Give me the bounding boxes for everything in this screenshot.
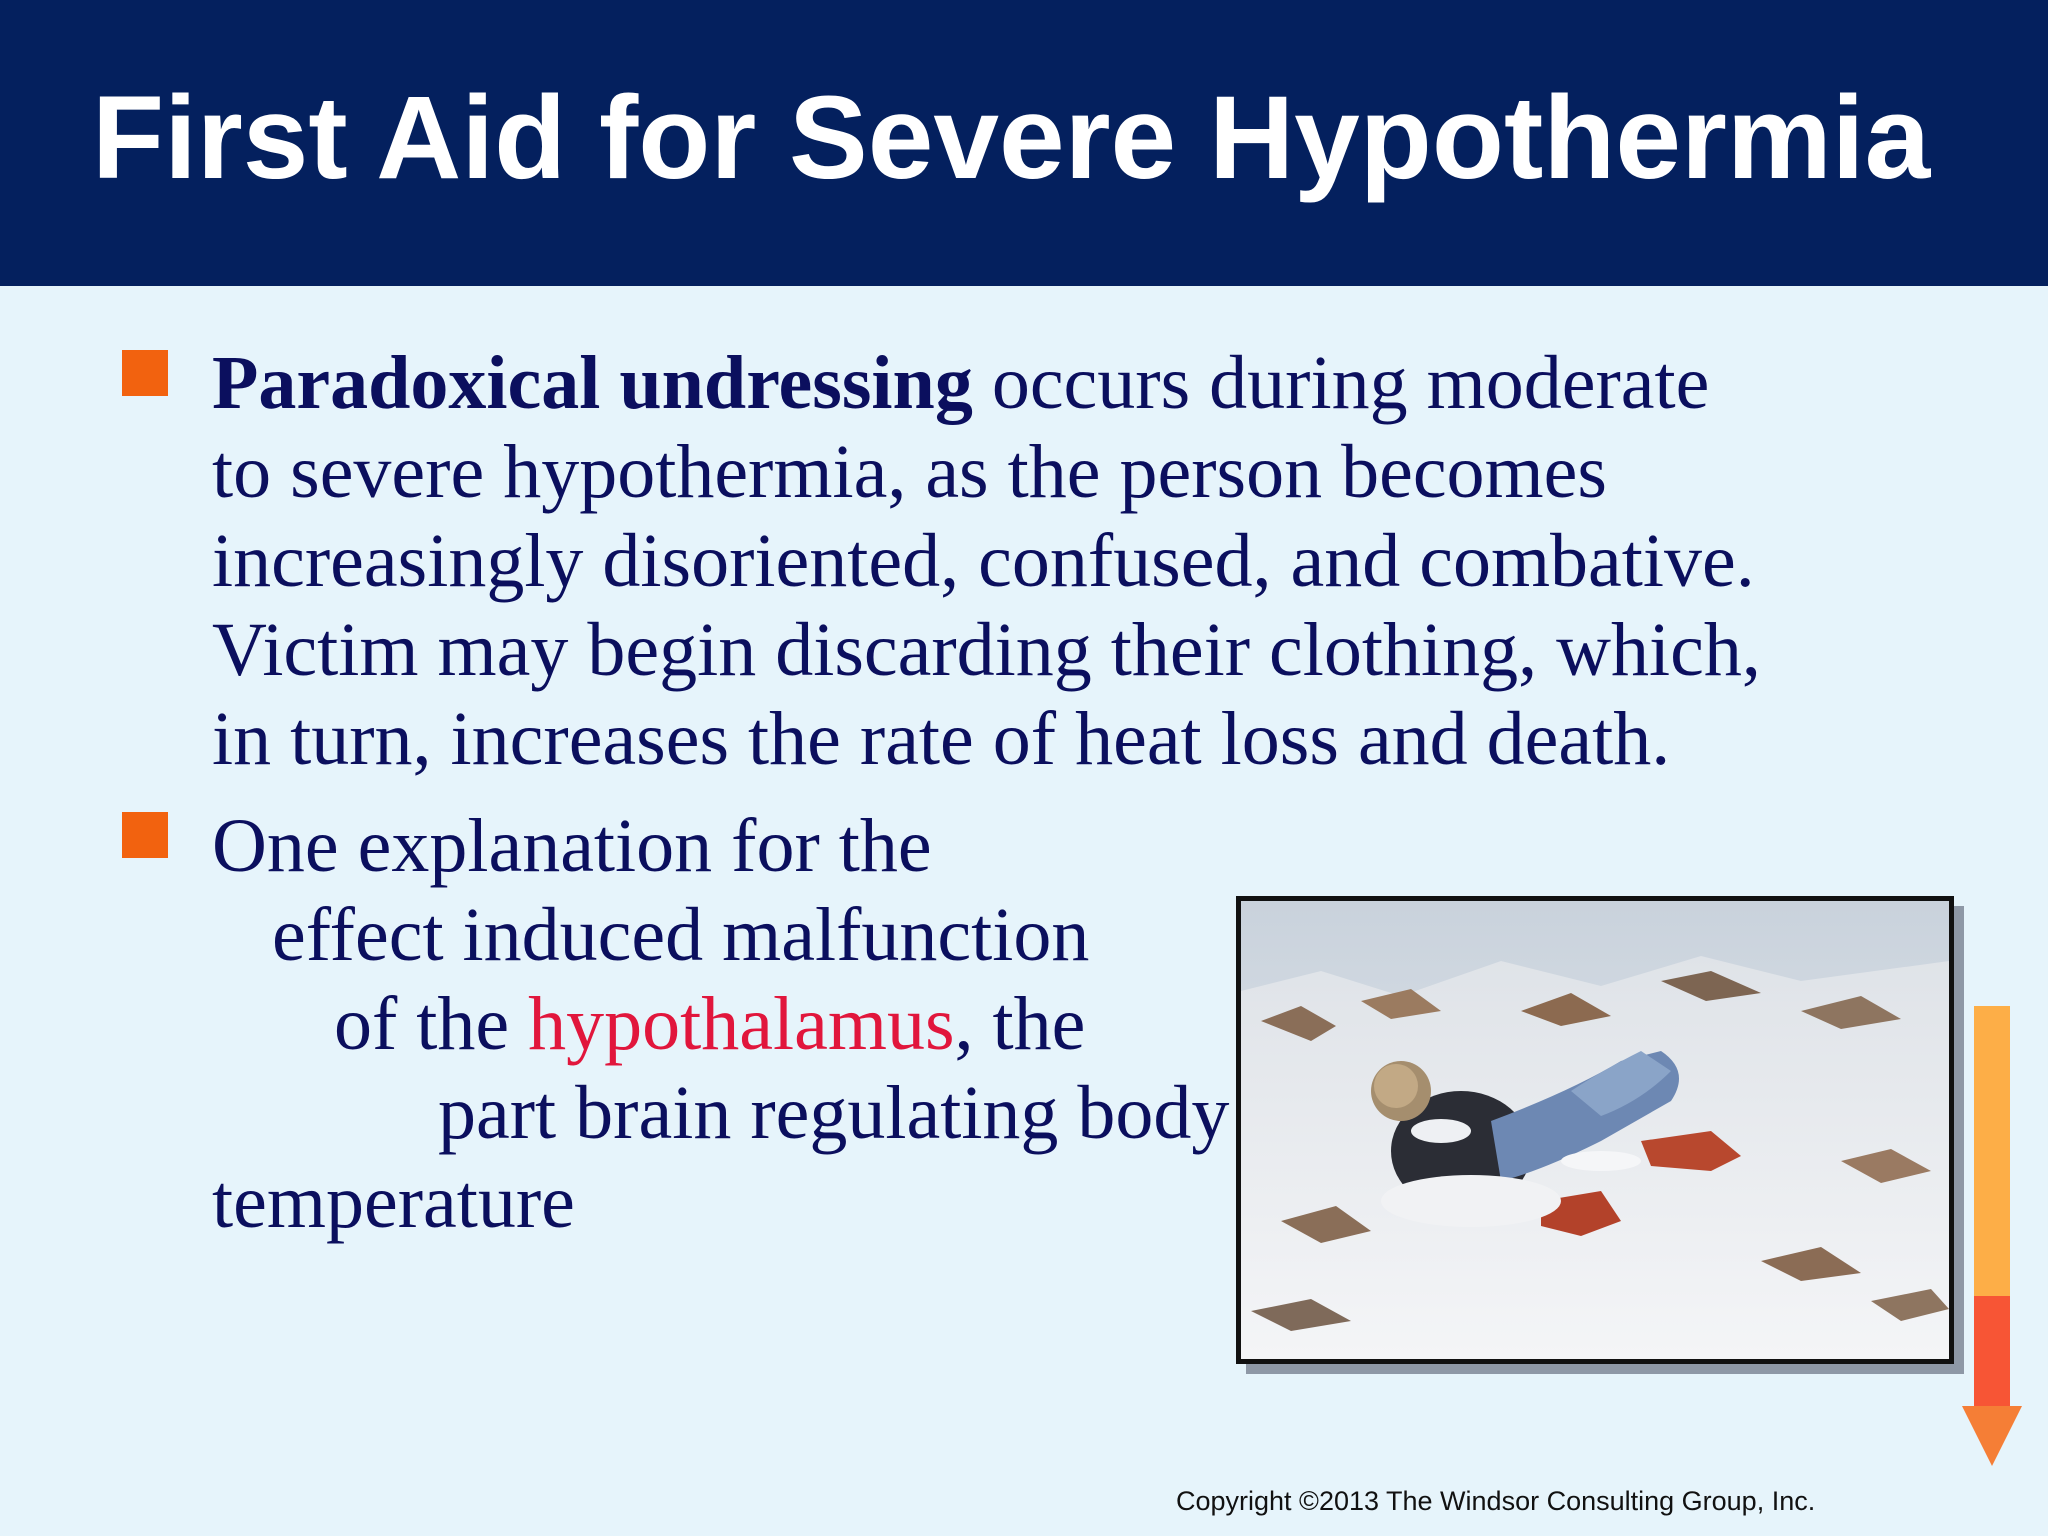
bullet1-line1-rest: occurs during moderate xyxy=(972,341,1710,425)
slide-title: First Aid for Severe Hypothermia xyxy=(92,72,1931,204)
bullet2-line3-pre: of the xyxy=(334,982,529,1066)
bullet1-line2: to severe hypothermia, as the person becomes xyxy=(212,430,1607,514)
frozen-climber-photo xyxy=(1236,896,1954,1364)
bullet2-line3-post: , the xyxy=(954,982,1086,1066)
bullet2-line5: temperature xyxy=(212,1160,575,1244)
bullet1-line5: in turn, increases the rate of heat loss and death. xyxy=(212,697,1671,781)
copyright-text: Copyright ©2013 The Windsor Consulting Group, Inc. xyxy=(1176,1486,1816,1516)
bullet-marker-2 xyxy=(122,812,168,858)
bullet1-bold-term: Paradoxical undressing xyxy=(212,341,973,425)
bullet2-line2: effect induced malfunction xyxy=(272,893,1090,977)
bullet1-line1 xyxy=(212,339,1709,428)
bullet2-line4: part brain regulating body xyxy=(438,1071,1230,1155)
photo-illustration xyxy=(1241,901,1949,1359)
hypothalamus-highlight: hypothalamus xyxy=(528,982,955,1066)
down-arrow-icon xyxy=(1962,1006,2022,1468)
bullet2-line1: One explanation for the xyxy=(212,804,932,888)
bullet1-line3: increasingly disoriented, confused, and combative. xyxy=(212,519,1755,603)
bullet2-line3 xyxy=(334,980,1085,1069)
title-bar xyxy=(0,0,2048,286)
bullet1-line4: Victim may begin discarding their clothing, which, xyxy=(212,608,1761,692)
bullet-marker-1 xyxy=(122,350,168,396)
